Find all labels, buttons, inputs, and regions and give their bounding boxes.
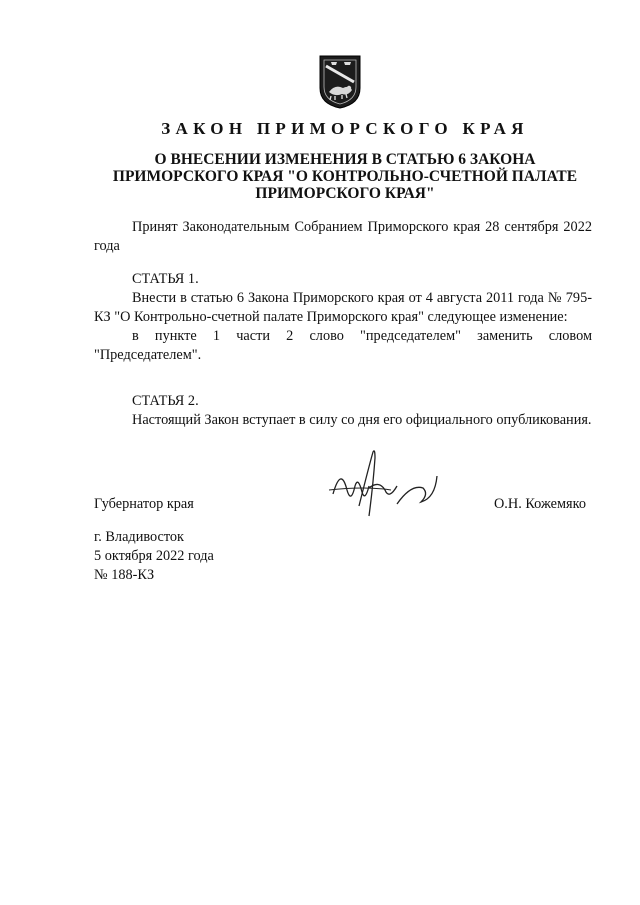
article-2 — [94, 392, 592, 430]
article-2-heading: СТАТЬЯ 2. — [132, 393, 199, 409]
governor-position: Губернатор края — [94, 496, 194, 512]
article-1 — [94, 270, 592, 365]
signature-row — [94, 496, 592, 516]
article-1-paragraph: Внести в статью 6 Закона Приморского края от 4 августа 2011 года № 795-КЗ "О Контрольно-счетной палате Приморского края" следующее изменение: — [94, 290, 592, 325]
footer — [94, 528, 214, 585]
subject-line: ПРИМОРСКОГО КРАЯ" — [255, 185, 435, 202]
adoption-block — [94, 218, 592, 256]
governor-name: О.Н. Кожемяко — [493, 496, 586, 512]
footer-number: № 188-КЗ — [94, 567, 155, 583]
subject-line: ПРИМОРСКОГО КРАЯ "О КОНТРОЛЬНО-СЧЕТНОЙ ПАЛАТЕ — [112, 168, 578, 185]
footer-date: 5 октября 2022 года — [94, 548, 214, 564]
adoption-statement: Принят Законодательным Собранием Приморского края 28 сентября 2022 года — [94, 219, 592, 254]
law-title: ЗАКОН ПРИМОРСКОГО КРАЯ — [161, 119, 529, 138]
footer-city: г. Владивосток — [94, 529, 184, 545]
article-1-heading: СТАТЬЯ 1. — [132, 271, 199, 287]
article-2-paragraph: Настоящий Закон вступает в силу со дня его официального опубликования. — [132, 412, 592, 428]
law-subject — [90, 151, 600, 202]
coat-of-arms-icon — [317, 52, 363, 110]
article-1-paragraph: в пункте 1 части 2 слово "председателем" заменить словом "Председателем". — [94, 328, 592, 363]
subject-line: О ВНЕСЕНИИ ИЗМЕНЕНИЯ В СТАТЬЮ 6 ЗАКОНА — [154, 151, 536, 168]
